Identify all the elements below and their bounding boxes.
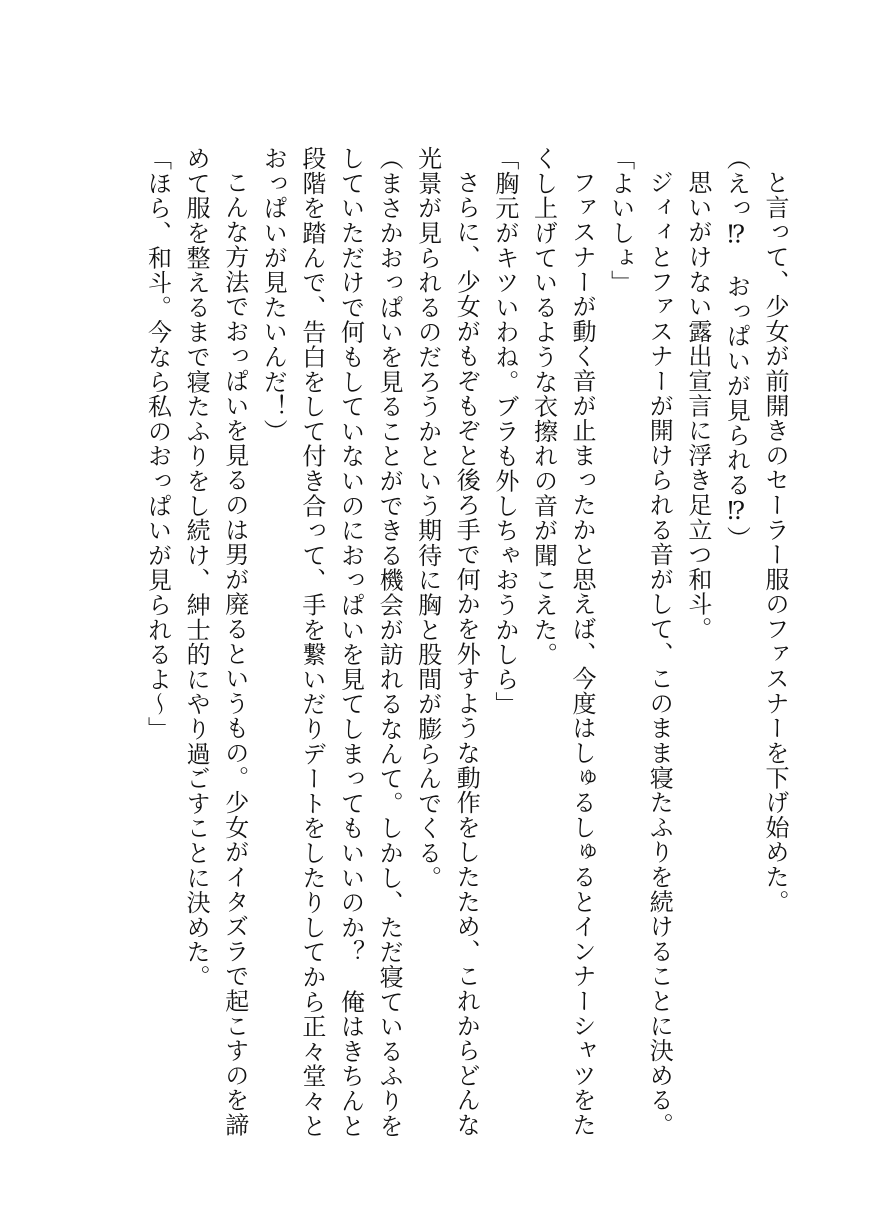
text-line: めて服を整えるまで寝たふりをし続け、紳士的にやり過ごすことに決めた。 — [182, 146, 211, 990]
text-line: と言って、少女が前開きのセーラー服のファスナーを下げ始めた。 — [761, 170, 789, 914]
text-line: していただけで何もしていないのにおっぱいを見てしまってもいいのか？ 俺はきちんと — [336, 146, 365, 1138]
text-line: 「ほら、和斗。今なら私のおっぱいが見られるよ～」 — [143, 146, 172, 742]
text-line: 光景が見られるのだろうかという期待に胸と股間が膨らんでくる。 — [413, 146, 442, 890]
text-line: おっぱいが見たいんだ！） — [259, 146, 288, 444]
text-line: ファスナーが動く音が止まったかと思えば、今度はしゅるしゅるとインナーシャツをた — [568, 170, 597, 1138]
text-line: くし上げているような衣擦れの音が聞こえた。 — [529, 146, 558, 667]
text-line: 「胸元がキツいわね。ブラも外しちゃおうかしら」 — [490, 146, 519, 717]
text-line: 思いがけない露出宣言に浮き足立つ和斗。 — [683, 170, 712, 642]
text-line: ジィィとファスナーが開けられる音がして、このまま寝たふりを続けることに決める。 — [645, 170, 674, 1138]
text-line: 段階を踏んで、告白をして付き合って、手を繋いだりデートをしたりしてから正々堂々と — [297, 146, 326, 1138]
text-line: （まさかおっぱいを見ることができる機会が訪れるなんて。しかし、ただ寝ているふりを — [375, 146, 404, 1138]
text-line: （えっ⁉ おっぱいが見られる⁉） — [722, 146, 751, 551]
text-line: こんな方法でおっぱいを見るのは男が廃るというもの。少女がイタズラで起こすのを諦 — [220, 170, 249, 1138]
text-line: 「よいしょ」 — [606, 146, 635, 295]
text-line: さらに、少女がもぞもぞと後ろ手で何かを外すような動作をしたため、これからどんな — [452, 170, 481, 1138]
vertical-text-body — [138, 146, 794, 1138]
